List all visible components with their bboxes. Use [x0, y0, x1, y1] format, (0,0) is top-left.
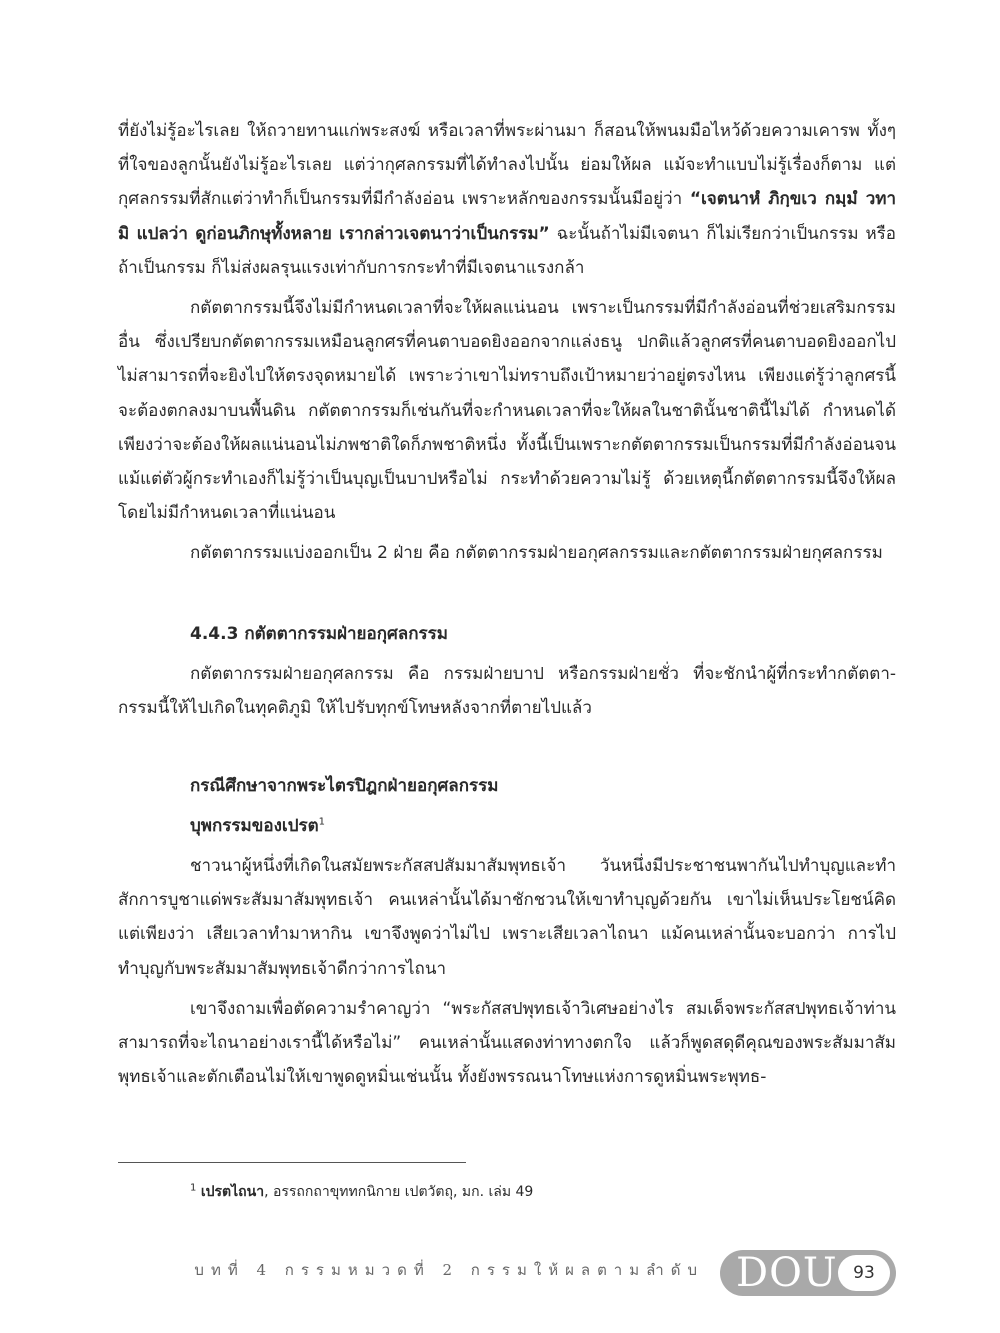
- case-study-heading: กรณีศึกษาจากพระไตรปิฎกฝ่ายอกุศลกรรม: [190, 776, 499, 797]
- pali-quote: “เจตนาหํ ภิกฺขเว กมฺมํ วทามิ แปลว่า ดูก่อนภิกษุทั้งหลาย เรากล่าวเจตนาว่าเป็นกรรม”: [118, 189, 897, 244]
- section-heading: 4.4.3 กตัตตากรรมฝ่ายอกุศลกรรม: [190, 623, 448, 644]
- subheading: บุพกรรมของเปรต$^1$: [190, 816, 326, 837]
- page-footer: [0, 1250, 1000, 1300]
- paragraph-5: ชาวนาผู้หนึ่งที่เกิดในสมัยพระกัสสปสัมมาสัมพุทธเจ้า วันหนึ่งมีประชาชนพากันไปทำบุญและทำสักการบูชาแด่พระสัมมาสัมพุทธเจ้า คนเหล่านั้นได้มาชักชวนให้เขาทำบุญด้วยกัน เขาไม่เห็นประโยชน์คิดแต่เพียงว่า เสียเวลาทำมาหากิน เขาจึงพูดว่าไม่ไป เพราะเสียเวลาไถนา แม้คนเหล่านั้นจะบอกว่า การไปทำบุญกับพระสัมมาสัมพุทธเจ้าดีกว่าการไถนา: [118, 856, 896, 979]
- paragraph-3: กตัตตากรรมแบ่งออกเป็น 2 ฝ่าย คือ กตัตตากรรมฝ่ายอกุศลกรรมและกตัตตากรรมฝ่ายกุศลกรรม: [190, 543, 883, 564]
- paragraph-1: ที่ยังไม่รู้อะไรเลย ให้ถวายทานแก่พระสงฆ์ หรือเวลาที่พระผ่านมา ก็สอนให้พนมมือไหว้ด้วยความเคารพ ทั้งๆ ที่ใจของลูกนั้นยังไม่รู้อะไรเลย แต่ว่ากุศลกรรมที่ได้ทำลงไปนั้น ย่อมให้ผล แม้จะทำแบบไม่รู้เรื่องก็ตาม แต่กุศลกรรมที่สักแต่ว่าทำก็เป็นกรรมที่มีกำลังอ่อน เพราะหลักของกรรมนั้นมีอยู่ว่า “เจตนาหํ ภิกฺขเว กมฺมํ วทามิ แปลว่า ดูก่อนภิกษุทั้งหลาย เรากล่าวเจตนาว่าเป็นกรรม” ฉะนั้นถ้าไม่มีเจตนา ก็ไม่เรียกว่าเป็นกรรม หรือถ้าเป็นกรรม ก็ไม่ส่งผลรุนแรงเท่ากับการกระทำที่มีเจตนาแรงกล้า: [118, 121, 897, 278]
- page-body: [118, 114, 896, 1094]
- paragraph-4: กตัตตากรรมฝ่ายอกุศลกรรม คือ กรรมฝ่ายบาป หรือกรรมฝ่ายชั่ว ที่จะชักนำผู้ที่กระทำกตัตตา-กรรมนี้ให้ไปเกิดในทุคติภูมิ ให้ไปรับทุกข์โทษหลังจากที่ตายไปแล้ว: [118, 663, 896, 718]
- footnote-divider: [118, 1162, 466, 1163]
- page-number: 93: [838, 1255, 890, 1291]
- running-title: บทที่ 4 กรรมหมวดที่ 2 กรรมให้ผลตามลำดับ: [194, 1261, 704, 1279]
- footnote-ref[interactable]: 1: [318, 816, 326, 828]
- paragraph-6: เขาจึงถามเพื่อตัดความรำคาญว่า “พระกัสสปพุทธเจ้าวิเศษอย่างไร สมเด็จพระกัสสปพุทธเจ้าท่านสามารถที่จะไถนาอย่างเรานี้ได้หรือไม่” คนเหล่านั้นแสดงท่าทางตกใจ แล้วก็พูดสดุดีคุณของพระสัมมาสัมพุทธเจ้าและตักเตือนไม่ให้เขาพูดดูหมิ่นเช่นนั้น ทั้งยังพรรณนาโทษแห่งการดูหมิ่นพระพุทธ-: [118, 998, 896, 1088]
- footnote: $^1$ เปรตไถนา, อรรถกถาขุททกนิกาย เปตวัตถุ, มก. เล่ม 49: [190, 1182, 534, 1200]
- paragraph-2: กตัตตากรรมนี้จึงไม่มีกำหนดเวลาที่จะให้ผลแน่นอน เพราะเป็นกรรมที่มีกำลังอ่อนที่ช่วยเสริมกรรมอื่น ซึ่งเปรียบกตัตตากรรมเหมือนลูกศรที่คนตาบอดยิงออกจากแล่งธนู ปกติแล้วลูกศรที่คนตาบอดยิงออกไปไม่สามารถที่จะยิงไปให้ตรงจุดหมายได้ เพราะว่าเขาไม่ทราบถึงเป้าหมายว่าอยู่ตรงไหน เพียงแต่รู้ว่าลูกศรนี้จะต้องตกลงมาบนพื้นดิน กตัตตากรรมก็เช่นกันที่จะกำหนดเวลาที่จะให้ผลในชาตินั้นชาตินี้ไม่ได้ กำหนดได้เพียงว่าจะต้องให้ผลแน่นอนไม่ภพชาติใดก็ภพชาติหนึ่ง ทั้งนี้เป็นเพราะกตัตตากรรมเป็นกรรมที่มีกำลังอ่อนจนแม้แต่ตัวผู้กระทำเองก็ไม่รู้ว่าเป็นบุญเป็นบาปหรือไม่ กระทำด้วยความไม่รู้ ด้วยเหตุนี้กตัตตากรรมนี้จึงให้ผลโดยไม่มีกำหนดเวลาที่แน่นอน: [118, 298, 896, 524]
- dou-logo-text: DOU: [736, 1250, 838, 1296]
- dou-badge: [720, 1250, 896, 1296]
